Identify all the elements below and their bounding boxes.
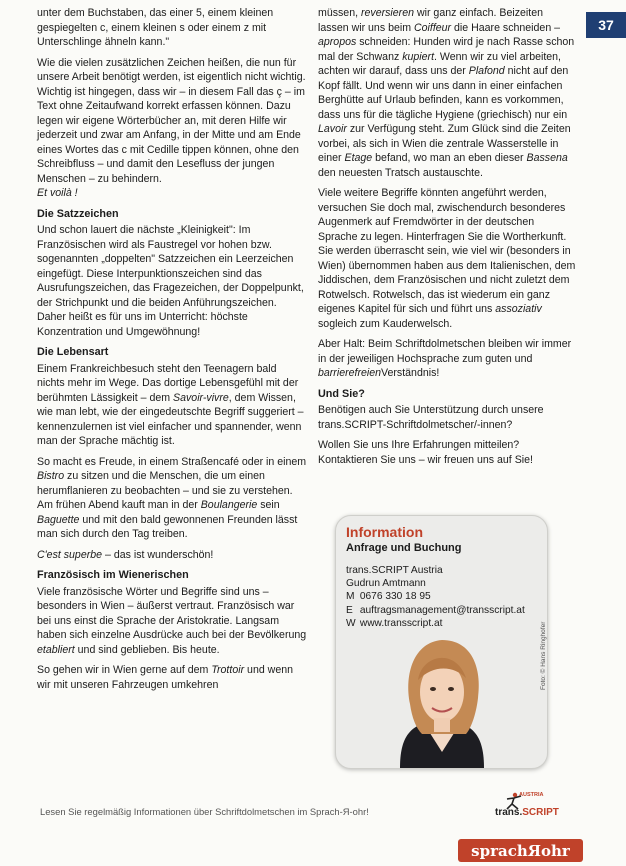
paragraph: Benötigen auch Sie Unterstützung durch unsere trans.SCRIPT-Schriftdolmetscher/-innen? xyxy=(318,404,544,431)
paragraph: müssen, reversieren wir ganz einfach. Beizeiten lassen wir uns beim Coiffeur die Haare schneiden – apropos schneiden: Hunden wird je nach Rasse schon mal der Schwanz kupiert. Wenn wir zu viel arbeiten, achten wir darauf, dass uns der Plafond nicht auf den Kopf fällt. Und wenn wir uns dann in einer einfachen Berghütte auf Urlaub befinden, kann es vorkommen, dass uns für die tägliche Hygiene (griechisch) nur ein Lavoir zur Verfügung steht. Zum Glück sind die Zeiten vorbei, als sich in Wien die zentrale Wasserstelle in einer Etage befand, wo man an eben dieser Bassena den neuesten Tratsch austauschte. xyxy=(318,7,575,179)
section-heading: Französisch im Wienerischen xyxy=(37,569,189,581)
paragraph: Einem Frankreichbesuch steht den Teenagern bald nichts mehr im Wege. Das dortige Lebensgefühl mit der berühmten Lässigkeit – dem Savoir-vivre, dem Wissen, wie man lebt, wie der eingedeutschte Begriff suggeriert – kennenzulernen ist viel einfacher und spannender, wenn man der Sprache mächtig ist. xyxy=(37,362,304,447)
brand-name: trans.SCRIPT xyxy=(495,807,559,818)
paragraph: C'est superbe – das ist wunderschön! xyxy=(37,548,214,561)
web-row: W www.transscript.at xyxy=(346,617,443,629)
contact-details xyxy=(346,564,525,630)
paragraph: Und schon lauert die nächste „Kleinigkeit": Im Französischen wird als Faustregel vor hohen bzw. sogenannten „doppelten" Satzzeichen ein Leerzeichen eingefügt. Diese Interpunktionszeichen sind das Ausrufungszeichen, das Fragezeichen, der Doppelpunkt, der Strichpunkt und die beiden Anführungszeichen. Daher heißt es für uns im Unterricht: höchste Konzentration und Umgewöhnung! xyxy=(37,224,304,338)
info-box xyxy=(335,515,548,769)
magazine-logo: sprachЯohr xyxy=(458,839,583,862)
footer-note: Lesen Sie regelmäßig Informationen über Schriftdolmetschen im Sprach-Я-ohr! xyxy=(40,806,369,817)
portrait-photo xyxy=(382,634,502,768)
paragraph: So gehen wir in Wien gerne auf dem Trottoir und wenn wir mit unseren Fahrzeugen umkehren xyxy=(37,664,293,691)
paragraph: So macht es Freude, in einem Straßencafé oder in einem Bistro zu sitzen und die Menschen, die um einen herumflanieren zu beobachten – und sie zu verstehen. Am frühen Abend kauft man in der Boulangerie sein Baguette und mit den bald gewonnenen Freunden lässt man sich durch den Tag treiben. xyxy=(37,455,307,540)
paragraph: Aber Halt: Beim Schriftdolmetschen bleiben wir immer in der jeweiligen Hochsprache zum guten und barrierefreienVerständnis! xyxy=(318,338,572,379)
brand-austria: AUSTRIA xyxy=(519,792,544,798)
right-column xyxy=(318,6,576,473)
email-row: E auftragsmanagement@transscript.at xyxy=(346,604,525,616)
phone-number: 0676 330 18 95 xyxy=(359,591,431,603)
paragraph: Wie die vielen zusätzlichen Zeichen heißen, die nun für unsere Arbeit benötigt werden, ist eigentlich nicht wichtig. Wichtig ist hingegen, dass wir – in diesem Fall das ç – im Text ohne Zeitaufwand korrekt erfassen können. Dazu legen wir eigene Wörterbücher an, mit deren Hilfe wir jederzeit und zwar am Anfang, in der Mitte und am Ende eines Wortes das c mit Cedille tippen können, ohne den Schreibfluss – und damit den Lesefluss der jungen Menschen – zu behindern. Et voilà ! xyxy=(37,56,306,199)
page-number: 37 xyxy=(586,12,626,38)
email-address: auftragsmanagement@transscript.at xyxy=(359,604,525,616)
section-heading: Und Sie? xyxy=(318,387,365,400)
photo-credit: Foto: © Hans Ringhofer xyxy=(540,621,547,690)
info-subtitle: Anfrage und Buchung xyxy=(346,542,462,554)
paragraph: unter dem Buchstaben, das einer 5, einem kleinen gespiegelten c, einem kleinen s oder einem z mit Unterschlinge ähneln kann." xyxy=(37,7,274,48)
company-name: trans.SCRIPT Austria xyxy=(346,565,443,576)
section-heading: Die Lebensart xyxy=(37,346,109,358)
paragraph: Wollen Sie uns Ihre Erfahrungen mitteilen? Kontaktieren Sie uns – wir freuen uns auf Sie! xyxy=(318,439,533,466)
paragraph: Viele französische Wörter und Begriffe sind uns – besonders in Wien – äußerst vertraut. Französisch war bei uns einst die Sprache der Aristokratie. Langsam haben sich einzelne Ausdrücke auch bei der Bevölkerung etabliert und sind geblieben. Bis heute. xyxy=(37,585,307,656)
paragraph: Viele weitere Begriffe könnten angeführt werden, versuchen Sie doch mal, zwischendurch besonderes Augenmerk auf Fremdwörter in der deutschen Sprache zu legen. Hinterfragen Sie die Wortherkunft. Sie werden überrascht sein, wie viel wir (besonders in Wien) übernommen haben aus dem Italienischen, dem Jiddischen, dem Französischen und nicht zuletzt dem Rotwelsch. Rotwelsch, das ist wiederum ein ganz eigenes Kapitel für sich und führt uns assoziativ sogleich zum Kauderwelsch. xyxy=(318,187,576,330)
contact-person: Gudrun Amtmann xyxy=(346,578,426,590)
phone-row: M 0676 330 18 95 xyxy=(346,591,431,603)
info-title: Information xyxy=(346,524,423,540)
section-heading: Die Satzzeichen xyxy=(37,207,119,220)
web-address: www.transscript.at xyxy=(359,617,443,629)
left-column xyxy=(37,6,307,698)
transscript-logo xyxy=(495,792,559,822)
